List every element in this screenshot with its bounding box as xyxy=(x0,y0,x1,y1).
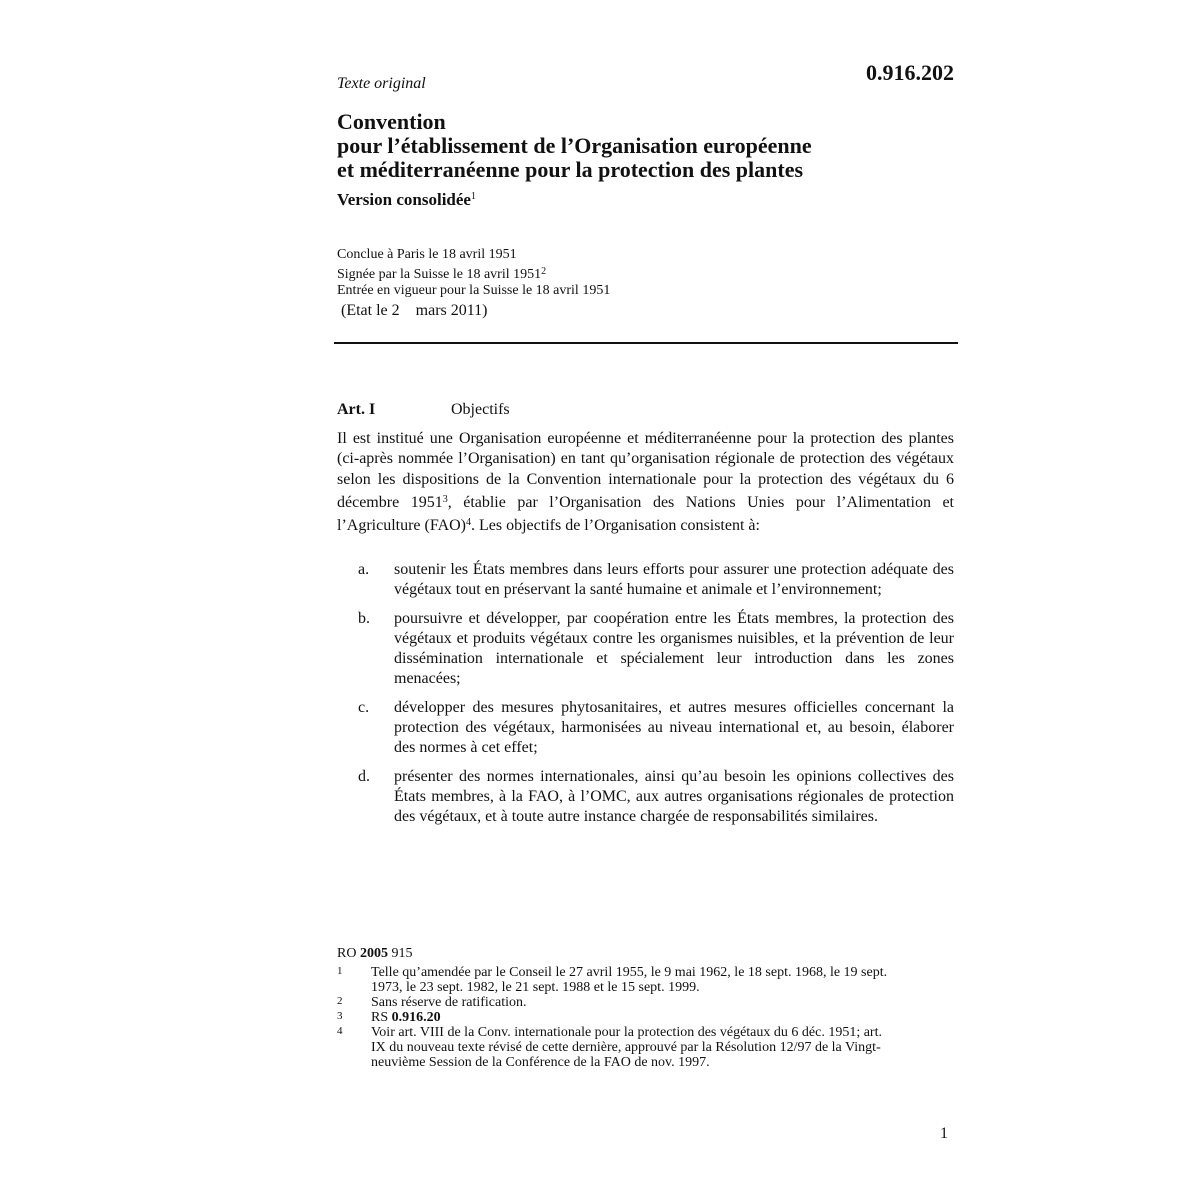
title-line-2: pour l’établissement de l’Organisation européenne xyxy=(337,133,812,158)
document-title xyxy=(337,110,957,182)
ro-prefix: RO xyxy=(337,946,360,961)
footnotes xyxy=(337,965,897,1070)
footnote-ref-3: 3 xyxy=(442,493,448,505)
article-title: Objectifs xyxy=(451,401,510,418)
signed-line xyxy=(337,264,610,284)
list-item-text: poursuivre et développer, par coopération entre les États membres, la protection des végétaux et produits végétaux contre les organismes nuisibles, et la prévention de leur dissémination internationale et spécialement leur introduction dans les zones menacées; xyxy=(394,610,954,687)
footnote-text: Sans réserve de ratification. xyxy=(371,995,527,1010)
footnote-sr-number: 0.916.20 xyxy=(391,1010,441,1025)
official-compilation-reference xyxy=(337,946,412,962)
intro-part-3: . Les objectifs de l’Organisation consistent à: xyxy=(471,517,760,535)
footnote-ref-4: 4 xyxy=(466,517,471,529)
footnote-text: Telle qu’amendée par le Conseil le 27 avril 1955, le 9 mai 1962, le 18 sept. 1968, le 19 sept. 1973, le 23 sept. 1982, le 21 sept. 1988 et le 15 sept. 1999. xyxy=(371,965,888,995)
list-item-c xyxy=(337,698,954,758)
intro-part-2: , établie par l’Organisation des Nations Unies pour l’Alimentation et l’Agriculture (FAO) xyxy=(337,493,954,535)
entry-into-force-line: Entrée en vigueur pour la Suisse le 18 avril 1951 xyxy=(337,283,611,298)
document-subtitle xyxy=(337,190,476,210)
subtitle-text: Version consolidée xyxy=(337,190,471,209)
list-marker: c. xyxy=(358,699,370,716)
footnote-number: 3 xyxy=(337,1010,343,1022)
footnote-text: Voir art. VIII de la Conv. internationale pour la protection des végétaux du 6 déc. 1951; art. IX du nouveau texte révisé de cette dernière, approuvé par la Résolution 12/97 de la Vingt-neuvième Session de la Conférence de la FAO de nov. 1997. xyxy=(371,1025,882,1070)
document-metadata xyxy=(337,247,610,300)
article-intro-paragraph xyxy=(337,429,954,536)
list-item-text: soutenir les États membres dans leurs efforts pour assurer une protection adéquate des végétaux tout en préservant la santé humaine et animale et l’environnement; xyxy=(394,561,954,598)
list-marker: a. xyxy=(358,561,370,578)
list-item-text: développer des mesures phytosanitaires, et autres mesures officielles concernant la protection des végétaux, harmonisées au niveau international et, au besoin, élaborer des normes à cet effet; xyxy=(394,699,954,756)
footnote-1 xyxy=(337,965,897,995)
signed-text: Signée par la Suisse le 18 avril 1951 xyxy=(337,266,542,282)
footnote-number: 1 xyxy=(337,965,343,977)
footnote-number: 2 xyxy=(337,995,343,1007)
list-item-b xyxy=(337,609,954,689)
original-text-label: Texte original xyxy=(337,75,426,92)
document-number: 0.916.202 xyxy=(866,60,954,85)
ro-year: 2005 xyxy=(359,946,388,961)
title-line-3: et méditerranéenne pour la protection des plantes xyxy=(337,157,804,182)
ro-page: 915 xyxy=(387,946,413,961)
list-marker: b. xyxy=(358,610,370,627)
footnote-ref-2: 2 xyxy=(541,265,547,277)
objectives-list xyxy=(337,560,954,836)
footnote-prefix: RS xyxy=(371,1010,392,1025)
footnote-3 xyxy=(337,1010,897,1025)
footnote-number: 4 xyxy=(337,1025,343,1037)
footnote-4 xyxy=(337,1025,897,1070)
article-number: Art. I xyxy=(337,401,376,418)
header-divider xyxy=(334,342,958,344)
footnote-2 xyxy=(337,995,897,1010)
footnote-ref-1: 1 xyxy=(470,191,476,202)
page-number: 1 xyxy=(940,1125,948,1142)
list-marker: d. xyxy=(358,768,370,785)
intro-part-1: Il est institué une Organisation européenne et méditerranéenne pour la protection des plantes (ci-après nommée l’Organisation) en tant qu’organisation régionale de protection des végétaux selon les dispositions de la Convention internationale pour la protection des végétaux du 6 décembre 1951 xyxy=(337,430,954,511)
list-item-d xyxy=(337,767,954,827)
list-item-text: présenter des normes internationales, ainsi qu’au besoin les opinions collectives des États membres, à la FAO, à l’OMC, aux autres organisations régionales de protection des végétaux, et à toute autre instance chargée de responsabilités similaires. xyxy=(394,768,954,825)
title-line-1: Convention xyxy=(337,109,446,134)
status-date: (Etat le 2 mars 2011) xyxy=(341,302,488,319)
concluded-line: Conclue à Paris le 18 avril 1951 xyxy=(337,247,517,262)
list-item-a xyxy=(337,560,954,600)
